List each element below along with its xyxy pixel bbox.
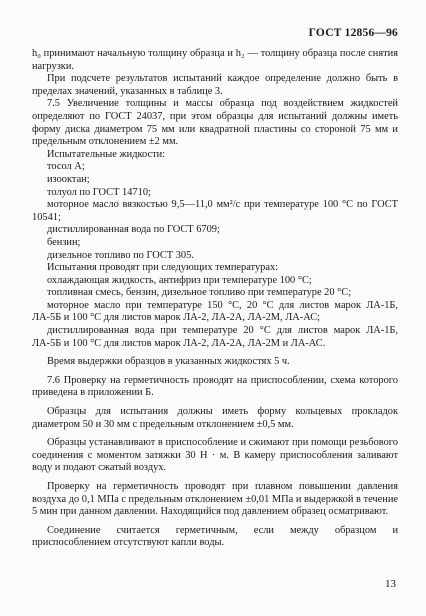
list-item: дистиллированная вода по ГОСТ 6709; <box>47 224 220 236</box>
document-body <box>32 48 398 550</box>
paragraph: Испытательные жидкости: <box>47 148 166 160</box>
paragraph: Проверку на герметичность проводят при плавном повышении давления воздуха до 0,1 МПа с предельным отклонением ±0,01 МПа и выдержкой в течение 5 мин при данном давлении. Находящийся под давлением образец осматривают. <box>32 481 398 518</box>
paragraph: 7.6 Проверку на герметичность проводят на приспособлении, схема которого приведена в приложении Б. <box>32 374 398 399</box>
paragraph: Образцы для испытания должны иметь форму кольцевых прокладок диаметром 50 и 30 мм с предельным отклонением ±0,5 мм. <box>32 406 398 430</box>
paragraph: Время выдержки образцов в указанных жидкостях 5 ч. <box>47 356 290 368</box>
list-item: дистиллированная вода при температуре 20 °С для листов марок ЛА-1Б, ЛА-5Б и 100 °С для листов марок ЛА-2, ЛА-2А, ЛА-2М и ЛА-АС. <box>32 325 398 349</box>
paragraph: Образцы устанавливают в приспособление и сжимают при помощи резьбового соединения с моментом затяжки 30 Н · м. В камеру приспособления заливают воду и подают сжатый воздух. <box>32 437 398 474</box>
paragraph: Соединение считается герметичным, если между образцом и приспособлением отсутствуют капли воды. <box>32 524 398 549</box>
list-item: моторное масло вязкостью 9,5—11,0 мм²/с при температуре 100 °С по ГОСТ 10541; <box>32 199 398 223</box>
list-item: моторное масло при температуре 150 °С, 20 °С для листов марок ЛА-1Б, ЛА-5Б и 100 °С для листов марок ЛА-2, ЛА-2А, ЛА-2М, ЛА-АС; <box>32 299 398 324</box>
document-header: ГОСТ 12856—96 <box>308 27 398 39</box>
list-item: охлаждающая жидкость, антифриз при температуре 100 °С; <box>47 274 312 286</box>
list-item: толуол по ГОСТ 14710; <box>47 186 151 198</box>
paragraph: h₀ принимают начальную толщину образца и h₂ — толщину образца после снятия нагрузки. <box>32 48 398 72</box>
paragraph: При подсчете результатов испытаний каждое определение должно быть в пределах значений, указанных в таблице 3. <box>32 73 398 97</box>
list-item: дизельное топливо по ГОСТ 305. <box>47 249 194 261</box>
list-item: тосол А; <box>47 161 85 173</box>
paragraph: Испытания проводят при следующих температурах: <box>47 262 279 274</box>
page-number: 13 <box>385 578 396 590</box>
list-item: изооктан; <box>47 173 90 185</box>
list-item: бензин; <box>47 236 81 248</box>
list-item: топливная смесь, бензин, дизельное топливо при температуре 20 °С; <box>47 287 352 299</box>
paragraph: 7.5 Увеличение толщины и массы образца под воздействием жидкостей определяют по ГОСТ 24037, при этом образцы для испытаний должны иметь форму диска диаметром 75 мм или квадратной пластины со стороной 75 мм и предельным отклонением ±2 мм. <box>32 98 398 148</box>
